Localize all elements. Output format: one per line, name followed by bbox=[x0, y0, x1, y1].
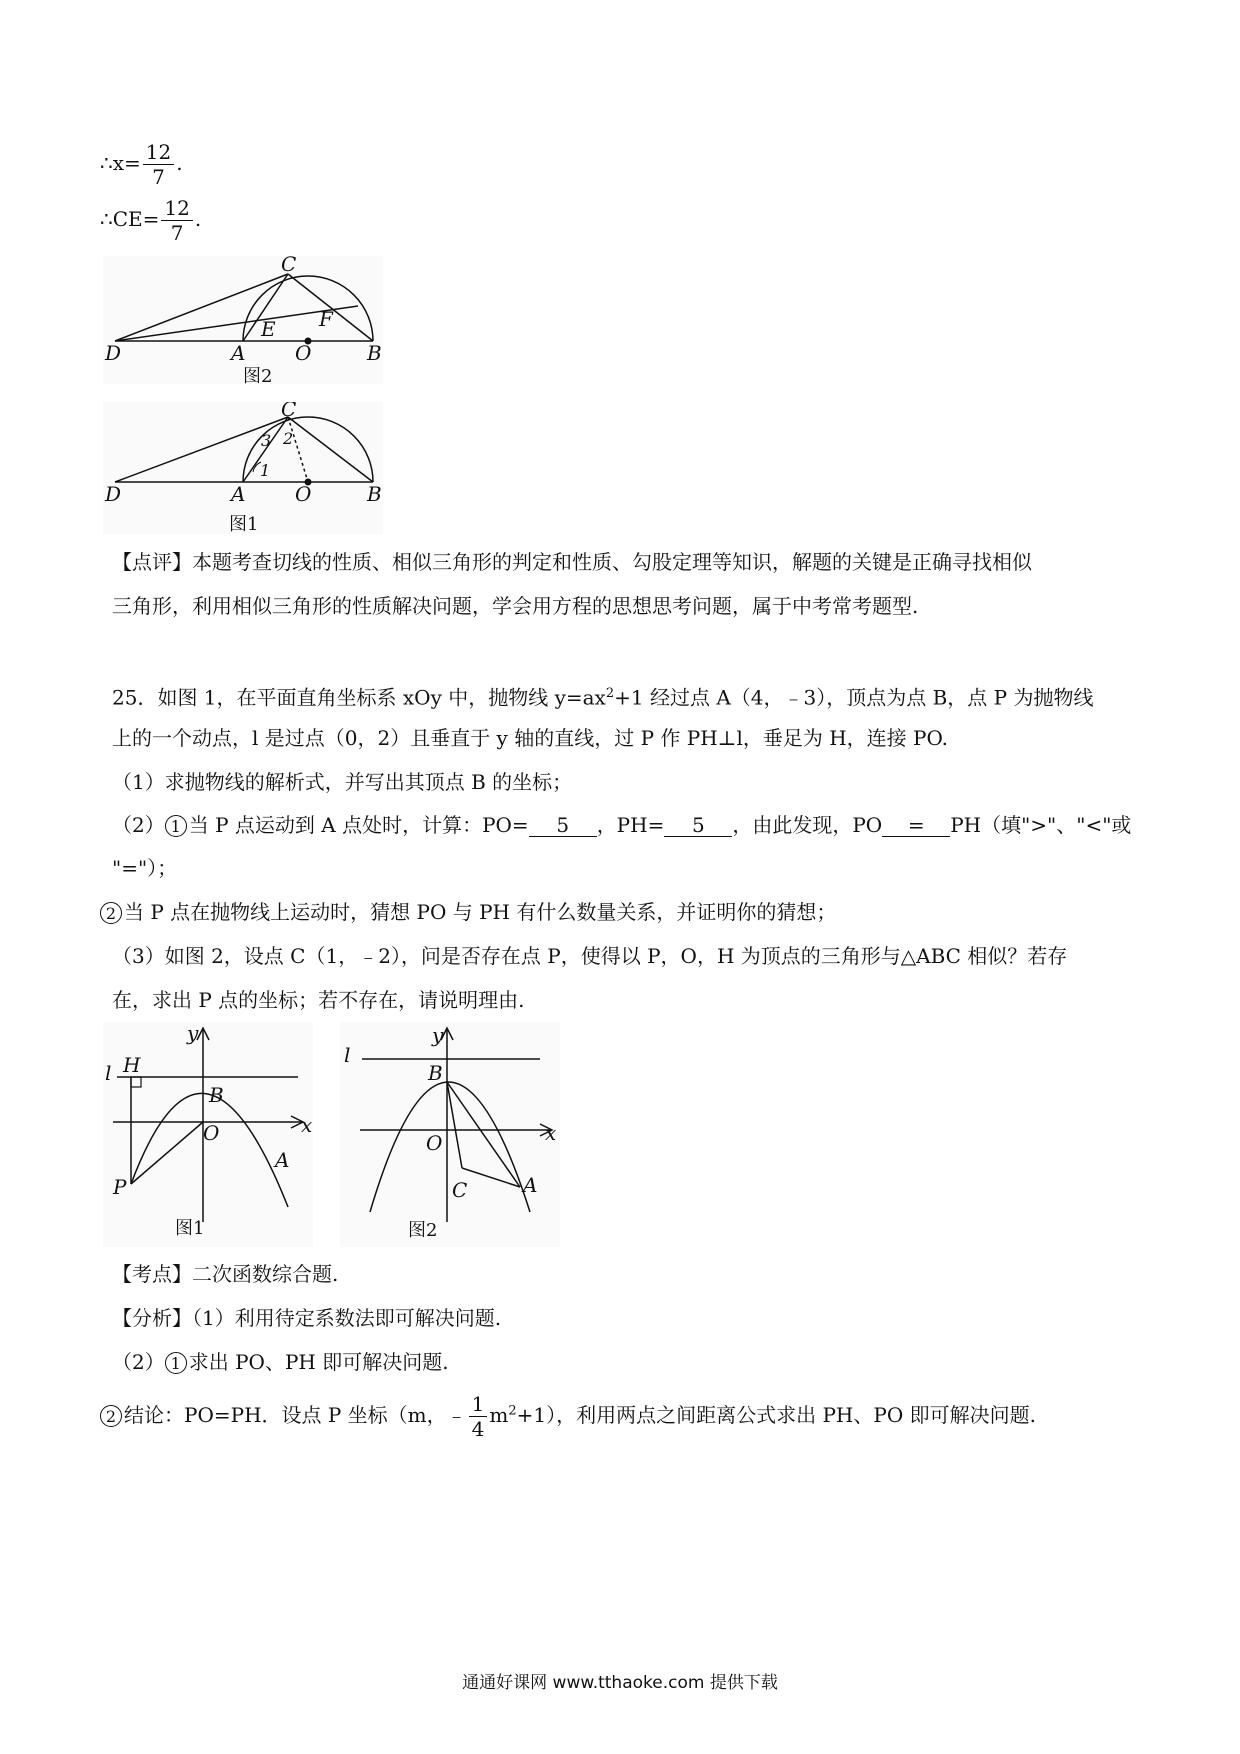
caption-fig1-bottom: 图1 bbox=[175, 1218, 205, 1239]
label-x: x bbox=[545, 1121, 557, 1145]
q2-part2-text: 当 P 点在抛物线上运动时，猜想 PO 与 PH 有什么数量关系，并证明你的猜想； bbox=[124, 900, 837, 924]
question-1: （1）求抛物线的解析式，并写出其顶点 B 的坐标； bbox=[112, 770, 573, 794]
label-C: C bbox=[281, 402, 297, 421]
circled-2-icon: 2 bbox=[100, 902, 122, 924]
problem25-line-2: 上的一个动点，l 是过点（0，2）且垂直于 y 轴的直线，过 P 作 PH⊥l，垂足为 H，连接 PO. bbox=[112, 726, 949, 750]
label-A: A bbox=[275, 1148, 290, 1172]
answer-blank-relation: = bbox=[882, 814, 950, 837]
problem25-superscript: 2 bbox=[605, 686, 615, 701]
question-2-line-2: "="）； bbox=[112, 856, 178, 880]
analysis-p3-m: m bbox=[489, 1403, 509, 1427]
x-period: . bbox=[176, 151, 183, 175]
label-O: O bbox=[295, 341, 312, 365]
x-prefix: ∴x= bbox=[100, 151, 141, 175]
label-B: B bbox=[367, 482, 382, 506]
quarter-denominator: 4 bbox=[471, 1417, 485, 1441]
q2-text-a: 当 P 点运动到 A 点处时，计算：PO= bbox=[188, 813, 529, 837]
analysis-part-2 bbox=[112, 1348, 449, 1376]
question-3-line-1: （3）如图 2，设点 C（1，﹣2），问是否存在点 P，使得以 P，O，H 为顶点的三角形与△ABC 相似？若存 bbox=[112, 944, 1068, 968]
figure-parabola-2 bbox=[340, 1022, 560, 1247]
label-l: l bbox=[344, 1043, 351, 1067]
label-angle-1: 1 bbox=[260, 461, 271, 480]
kaodian-line: 【考点】二次函数综合题. bbox=[112, 1262, 339, 1286]
label-H: H bbox=[123, 1053, 141, 1077]
circled-1-icon: 1 bbox=[165, 1352, 187, 1374]
quarter-numerator: 1 bbox=[469, 1392, 488, 1417]
label-x: x bbox=[301, 1113, 313, 1137]
label-O: O bbox=[426, 1131, 443, 1155]
q2-text-b: ，PH= bbox=[596, 813, 665, 837]
analysis-p3-text-a: 结论：PO=PH．设点 P 坐标（m，﹣ bbox=[124, 1403, 467, 1427]
page-footer: 通通好课网 www.tthaoke.com 提供下载 bbox=[462, 1673, 778, 1693]
q2-prefix: （2） bbox=[112, 813, 165, 837]
x-numerator: 12 bbox=[143, 140, 174, 165]
figure-semicircle-1-svg bbox=[103, 402, 383, 534]
ce-denominator: 7 bbox=[170, 221, 184, 245]
problem25-line-1 bbox=[112, 680, 1093, 712]
label-angle-2: 2 bbox=[283, 429, 294, 448]
label-D: D bbox=[105, 341, 122, 365]
figure-semicircle-2-svg bbox=[103, 256, 383, 384]
problem25-text-b: +1 经过点 A（4，﹣3），顶点为点 B，点 P 为抛物线 bbox=[614, 685, 1094, 710]
q2-text-d: PH（填">"、"<"或 bbox=[950, 813, 1132, 837]
analysis-p2-prefix: （2） bbox=[112, 1350, 165, 1374]
figure-parabola-2-svg bbox=[340, 1022, 560, 1247]
label-angle-3: 3 bbox=[261, 431, 272, 450]
label-y: y bbox=[432, 1023, 444, 1047]
caption-fig1-top: 图1 bbox=[229, 514, 259, 534]
label-A: A bbox=[231, 341, 246, 365]
quarter-fraction bbox=[469, 1392, 488, 1441]
label-A: A bbox=[523, 1173, 538, 1197]
figure-parabola-1 bbox=[103, 1022, 313, 1247]
ce-fraction bbox=[161, 196, 192, 245]
label-B: B bbox=[209, 1083, 224, 1107]
fenxi-line: 【分析】（1）利用待定系数法即可解决问题. bbox=[112, 1306, 502, 1330]
label-E: E bbox=[261, 317, 276, 341]
label-P: P bbox=[113, 1175, 127, 1199]
label-l: l bbox=[105, 1061, 112, 1085]
analysis-p2-text: 求出 PO、PH 即可解决问题. bbox=[188, 1350, 449, 1374]
question-3-line-2: 在，求出 P 点的坐标；若不存在，请说明理由. bbox=[112, 988, 525, 1012]
answer-blank-ph: 5 bbox=[664, 814, 732, 837]
circled-1-icon: 1 bbox=[165, 815, 187, 837]
label-F: F bbox=[319, 307, 333, 331]
ce-numerator: 12 bbox=[161, 196, 192, 221]
answer-blank-po: 5 bbox=[529, 814, 597, 837]
label-y: y bbox=[187, 1022, 199, 1045]
label-B: B bbox=[367, 341, 382, 365]
ce-prefix: ∴CE= bbox=[100, 207, 160, 231]
caption-fig2-top: 图2 bbox=[243, 366, 273, 384]
label-O: O bbox=[295, 482, 312, 506]
ce-result-line bbox=[100, 196, 201, 245]
figure-parabola-1-svg bbox=[103, 1022, 313, 1247]
x-fraction bbox=[143, 140, 174, 189]
question-2-line-1 bbox=[112, 811, 1131, 839]
comment-line-1: 【点评】本题考查切线的性质、相似三角形的判定和性质、勾股定理等知识，解题的关键是正确寻找相似 bbox=[112, 550, 1032, 574]
label-O: O bbox=[203, 1121, 220, 1145]
label-B: B bbox=[428, 1061, 443, 1085]
label-C: C bbox=[281, 256, 297, 276]
x-result-line bbox=[100, 140, 183, 189]
analysis-p3-text-c: +1），利用两点之间距离公式求出 PH、PO 即可解决问题. bbox=[516, 1403, 1036, 1427]
figure-semicircle-2 bbox=[103, 256, 383, 384]
label-D: D bbox=[105, 482, 122, 506]
label-C: C bbox=[452, 1178, 468, 1202]
q2-text-c: ，由此发现，PO bbox=[732, 813, 883, 837]
question-2-part-2 bbox=[100, 898, 836, 926]
x-denominator: 7 bbox=[152, 165, 165, 189]
caption-fig2-bottom: 图2 bbox=[408, 1220, 438, 1241]
ce-period: . bbox=[194, 207, 202, 231]
label-A: A bbox=[231, 482, 246, 506]
figure-semicircle-1 bbox=[103, 402, 383, 534]
problem25-text-a: 25．如图 1，在平面直角坐标系 xOy 中，抛物线 y=ax bbox=[112, 685, 606, 710]
analysis-p3-superscript: 2 bbox=[508, 1403, 517, 1419]
circled-2-icon: 2 bbox=[100, 1405, 122, 1427]
analysis-conclusion bbox=[100, 1392, 1036, 1441]
comment-line-2: 三角形，利用相似三角形的性质解决问题，学会用方程的思想思考问题，属于中考常考题型. bbox=[112, 594, 919, 618]
